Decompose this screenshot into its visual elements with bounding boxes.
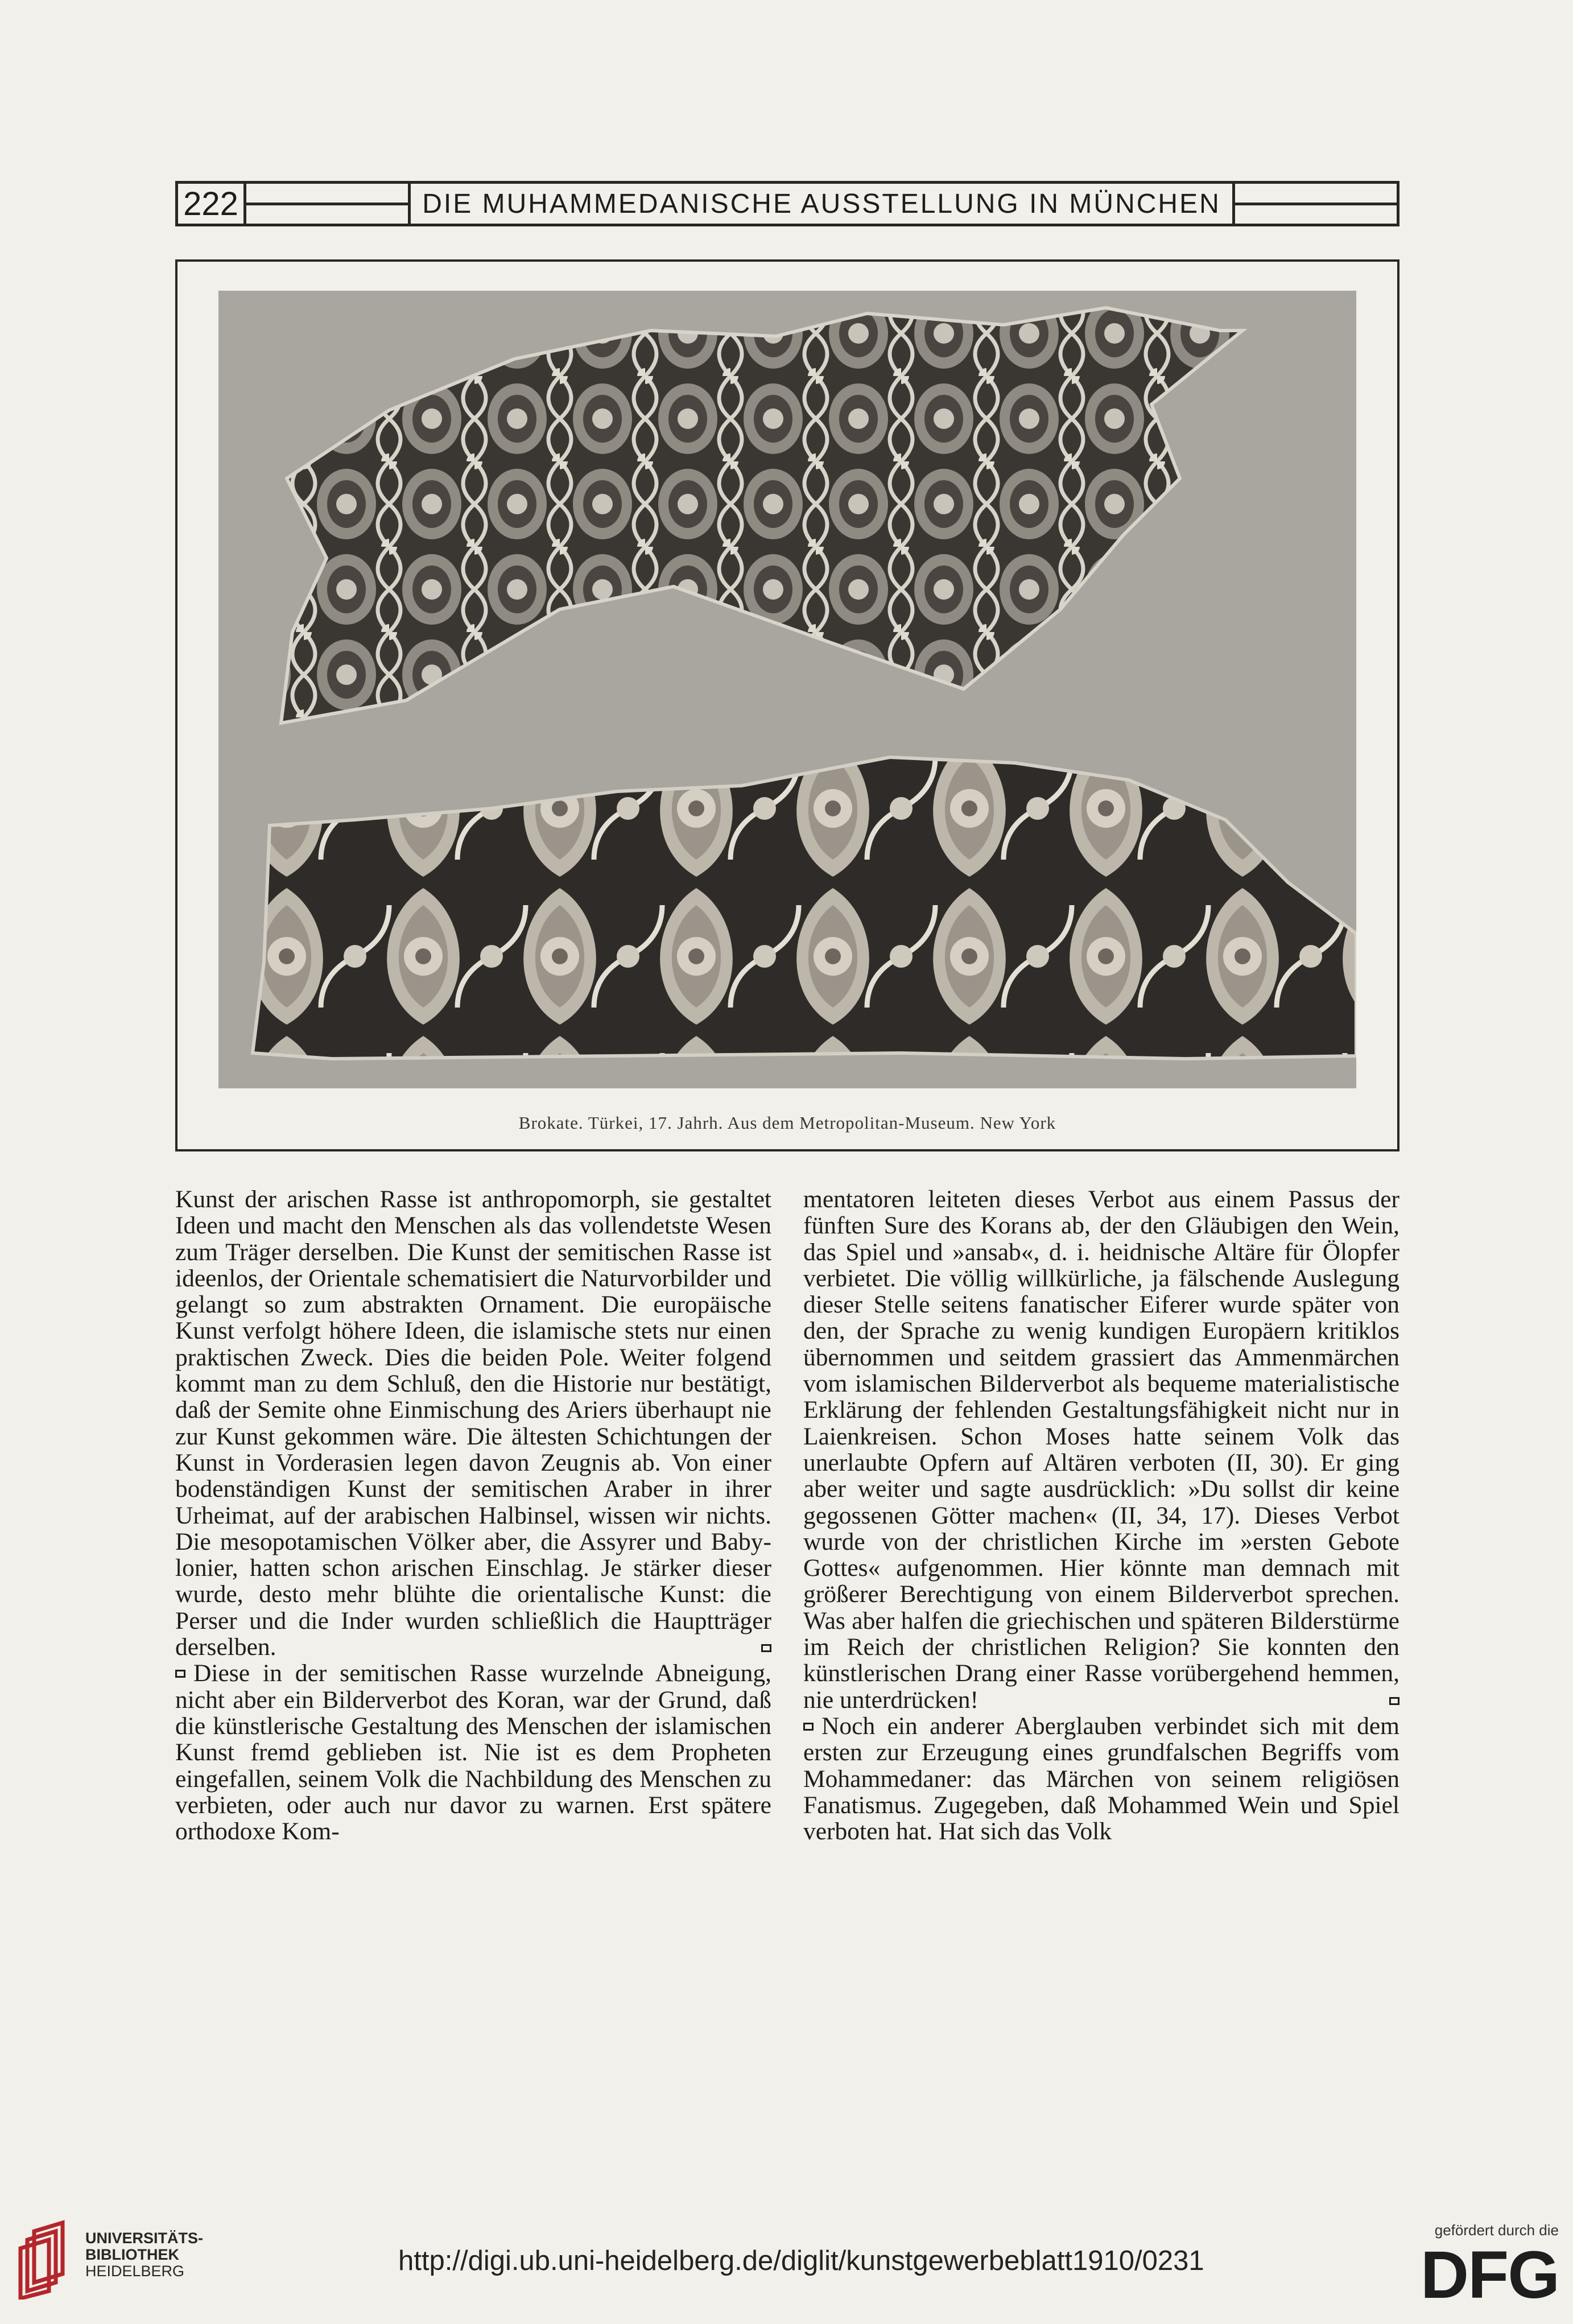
paragraph-text: mentatoren leiteten dieses Verbot aus einem Passus der fünften Sure des Korans ab, der den Gläubigen den Wein, das Spiel und »ansab«, d. i. heidnische Altäre für Ölopfer verbietet. Die völlig willkürliche, ja fälschende Auslegung dieser Stelle seitens fanatischer Eiferer wurde später von den, der Sprache zu wenig kundigen Europäern kritiklos übernommen und seitdem grassiert das Ammenmärchen vom islamischen Bilderverbot als bequeme materialistische Erklärung der fehlenden Gestaltungsfähigkeit nicht nur in Laienkreisen. Schon Moses hatte seinem Volk das unerlaubte Opfern auf Altären verboten (II, 30). Er ging aber weiter und sagte ausdrücklich: »Du sollst dir keine gegossenen Götter machen« (II, 34, 17). Dieses Verbot wurde von der christlichen Kirche im »ersten Gebote Gottes« aufgenommen. Hier könnte man demnach mit größerer Berechtigung von einem Bilderverbot sprechen. Was aber halfen die griechischen und späteren Bilderstürme im Reich der christlichen Religion? Sie konnten den künstlerischen Drang einer Rasse vorübergehend hemmen, nie unterdrücken!	[803, 1186, 1399, 1714]
paragraph-text: Noch ein anderer Aberglauben verbindet sich mit dem ersten zur Erzeugung eines grundfalschen Begriffs vom Mohammedaner: das Märchen von seinem religiösen Fanatismus. Zugegeben, daß Mohammed Wein und Spiel verboten hat. Hat sich das Volk	[803, 1712, 1399, 1846]
paragraph-start-mark	[803, 1723, 814, 1731]
library-name-line: HEIDELBERG	[85, 2263, 185, 2280]
header-rule-left	[246, 203, 408, 205]
dfg-logo[interactable]: DFG	[1420, 2238, 1559, 2313]
text-column-left	[175, 1186, 771, 1844]
library-name	[85, 2230, 203, 2280]
running-header	[175, 181, 1399, 226]
figure-caption: Brokate. Türkei, 17. Jahrh. Aus dem Metropolitan-Museum. New York	[518, 1113, 1056, 1133]
library-emblem-icon	[17, 2220, 85, 2300]
paragraph-end-mark	[761, 1644, 771, 1652]
paragraph-end-mark	[1389, 1697, 1399, 1705]
library-name-line: BIBLIOTHEK	[85, 2246, 179, 2263]
brocade-image	[218, 291, 1356, 1088]
paragraph	[175, 1660, 771, 1844]
paragraph-start-mark	[175, 1670, 185, 1678]
paragraph-text: Diese in der semitischen Rasse wurzelnde Abneigung, nicht aber ein Bilderverbot des Koran, war der Grund, daß die künstlerische Gestaltung des Menschen der islamischen Kunst fremd geblieben ist. Nie ist es dem Propheten eingefallen, seinem Volk die Nachbildung des Menschen zu verbieten, oder auch nur davor zu warnen. Erst spätere orthodoxe Kom-	[175, 1660, 771, 1846]
digitization-url-link[interactable]: http://digi.ub.uni-heidelberg.de/diglit/kunstgewerbeblatt1910/0231	[398, 2245, 1204, 2276]
funding-note: gefördert durch die	[1434, 2222, 1559, 2239]
header-rule-right	[1235, 203, 1397, 205]
paragraph	[175, 1186, 771, 1660]
library-logo[interactable]	[17, 2218, 210, 2309]
running-title: DIE MUHAMMEDANISCHE AUSSTELLUNG IN MÜNCHEN	[408, 184, 1235, 224]
paragraph	[803, 1186, 1399, 1713]
page-number: 222	[178, 184, 246, 224]
paragraph-text: Kunst der arischen Rasse ist anthropomorph, sie gestaltet Ideen und macht den Menschen als das vollendetste Wesen zum Träger derselben. Die Kunst der semitischen Rasse ist ideenlos, der Orientale schematisiert die Naturvorbilder und gelangt so zum abstrakten Ornament. Die europäische Kunst verfolgt höhere Ideen, die islamische stets nur einen praktischen Zweck. Dies die beiden Pole. Weiter folgend kommt man zu dem Schluß, den die Historie nur bestätigt, daß der Semite ohne Einmischung des Ariers überhaupt nie zur Kunst gekommen wäre. Die ältesten Schichtungen der Kunst in Vorderasien legen davon Zeugnis ab. Von einer bodenständigen Kunst der semitischen Araber in ihrer Urheimat, auf der arabischen Halbinsel, wissen wir nichts. Die mesopotamischen Völker aber, die Assyrer und Babylonier, hatten schon arischen Einschlag. Je stärker dieser wurde, desto mehr blühte die orientalische Kunst: die Perser und die Inder wurden schließlich die Hauptträger derselben.	[175, 1186, 771, 1661]
figure-frame	[175, 259, 1399, 1151]
paragraph	[803, 1713, 1399, 1844]
funder-block	[1388, 2222, 1559, 2318]
brocade-photograph	[218, 291, 1356, 1088]
text-column-right	[803, 1186, 1399, 1844]
library-name-line: UNIVERSITÄTS-	[85, 2230, 204, 2247]
